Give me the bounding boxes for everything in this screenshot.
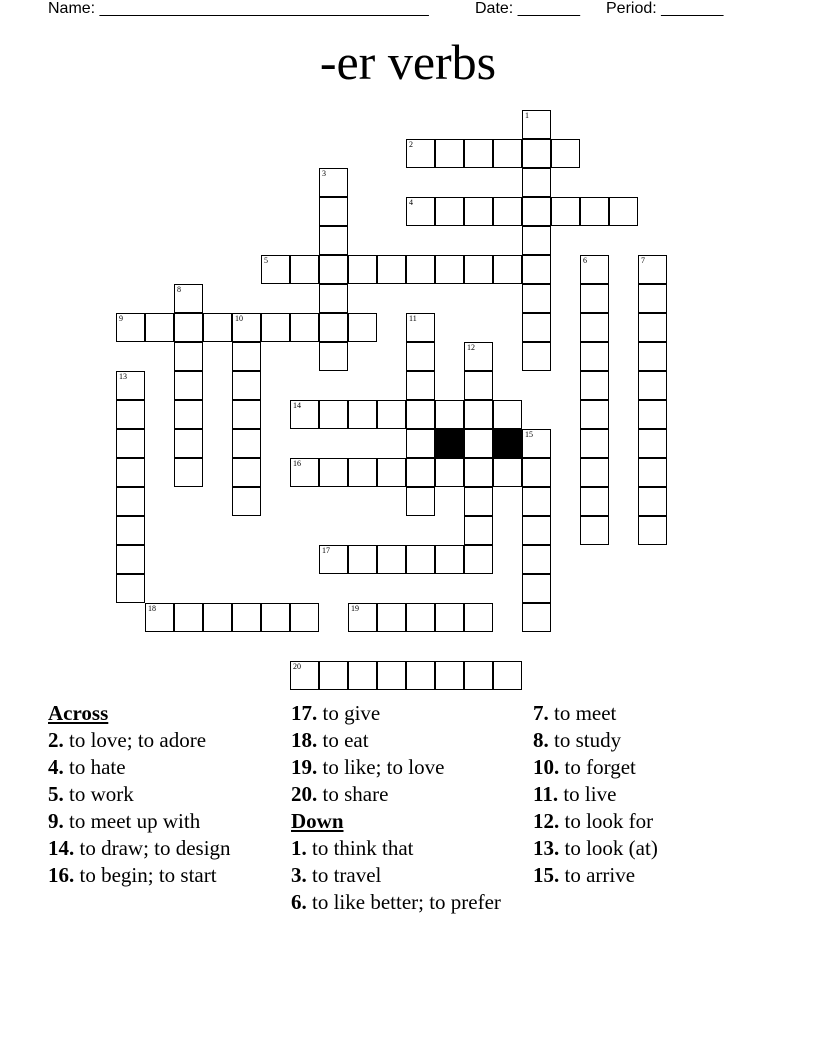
crossword-cell[interactable] (174, 371, 203, 400)
clue-number-label: 4. (48, 755, 64, 779)
crossword-cell[interactable] (522, 516, 551, 545)
clue-text: to work (63, 782, 134, 806)
crossword-cell[interactable] (435, 545, 464, 574)
crossword-cell[interactable] (348, 255, 377, 284)
crossword-cell[interactable] (435, 197, 464, 226)
clue (291, 756, 516, 779)
crossword-cell[interactable] (377, 400, 406, 429)
name-field-label: Name: _____________________________________ (48, 0, 429, 17)
clue-number: 12 (467, 343, 475, 352)
clue-text: to meet (548, 701, 617, 725)
crossword-cell[interactable] (174, 603, 203, 632)
crossword-cell[interactable] (580, 197, 609, 226)
crossword-cell[interactable] (174, 458, 203, 487)
crossword-cell[interactable] (116, 400, 145, 429)
crossword-cell[interactable] (377, 603, 406, 632)
clue-text: to study (548, 728, 622, 752)
crossword-cell[interactable] (638, 371, 667, 400)
crossword-cell[interactable] (522, 545, 551, 574)
crossword-cell[interactable] (232, 342, 261, 371)
crossword-cell[interactable] (232, 400, 261, 429)
crossword-cell[interactable] (232, 371, 261, 400)
clue-number-label: 7. (533, 701, 549, 725)
clue-number: 11 (409, 314, 417, 323)
clue-number: 1 (525, 111, 529, 120)
clue (48, 864, 273, 887)
clue-number: 20 (293, 662, 301, 671)
crossword-cell[interactable] (406, 400, 435, 429)
clue-number-label: 3. (291, 863, 307, 887)
clue-number-label: 11. (533, 782, 559, 806)
clue-text: to think that (306, 836, 414, 860)
clue-text: to meet up with (63, 809, 201, 833)
crossword-cell[interactable] (493, 139, 522, 168)
crossword-cell[interactable] (580, 284, 609, 313)
crossword-cell[interactable] (319, 342, 348, 371)
crossword-cell[interactable] (493, 400, 522, 429)
crossword-cell[interactable] (319, 661, 348, 690)
crossword-cell[interactable] (116, 429, 145, 458)
clue (291, 864, 516, 887)
clue (291, 729, 516, 752)
crossword-cell[interactable] (638, 516, 667, 545)
black-square (493, 429, 522, 458)
crossword-cell[interactable] (174, 342, 203, 371)
clue-text: to travel (306, 863, 382, 887)
crossword-cell[interactable] (522, 342, 551, 371)
crossword-cell[interactable] (406, 371, 435, 400)
crossword-cell[interactable] (464, 545, 493, 574)
clue-text: to arrive (559, 863, 636, 887)
crossword-cell[interactable] (406, 487, 435, 516)
crossword-cell[interactable] (377, 661, 406, 690)
clue-number-label: 17. (291, 701, 318, 725)
clue-text: to like; to love (317, 755, 445, 779)
crossword-cell[interactable] (232, 487, 261, 516)
clue-number: 5 (264, 256, 268, 265)
crossword-cell[interactable] (580, 313, 609, 342)
crossword-cell[interactable] (464, 197, 493, 226)
clue (48, 756, 273, 779)
crossword-cell[interactable] (145, 313, 174, 342)
crossword-cell[interactable] (638, 313, 667, 342)
clues-column-2 (291, 702, 516, 918)
clue (533, 864, 773, 887)
crossword-cell[interactable] (319, 400, 348, 429)
crossword-cell[interactable] (203, 603, 232, 632)
period-field-label: Period: _______ (606, 0, 724, 17)
clue-text: to like better; to prefer (306, 890, 501, 914)
crossword-cell[interactable] (319, 313, 348, 342)
crossword-cell[interactable] (319, 197, 348, 226)
clue-number-label: 13. (533, 836, 560, 860)
crossword-cell[interactable] (464, 400, 493, 429)
crossword-cell[interactable] (406, 429, 435, 458)
crossword-cell[interactable] (522, 458, 551, 487)
crossword-cell[interactable] (116, 458, 145, 487)
crossword-cell[interactable] (435, 139, 464, 168)
clue-number-label: 19. (291, 755, 318, 779)
crossword-cell[interactable] (464, 661, 493, 690)
clue (291, 837, 516, 860)
clue (533, 810, 773, 833)
clue-text: to give (317, 701, 381, 725)
crossword-cell[interactable] (522, 255, 551, 284)
crossword-cell[interactable] (116, 487, 145, 516)
crossword-cell[interactable] (493, 255, 522, 284)
clue-text: to draw; to design (74, 836, 231, 860)
crossword-cell[interactable] (464, 458, 493, 487)
crossword-cell[interactable] (580, 342, 609, 371)
crossword-cell[interactable] (406, 255, 435, 284)
clue-number: 2 (409, 140, 413, 149)
clue-number-label: 5. (48, 782, 64, 806)
crossword-cell[interactable] (261, 313, 290, 342)
clue-number-label: 15. (533, 863, 560, 887)
across-heading: Across (48, 701, 109, 725)
clue-number: 15 (525, 430, 533, 439)
clue-text: to look for (559, 809, 654, 833)
crossword-cell[interactable] (232, 429, 261, 458)
crossword-cell[interactable] (232, 458, 261, 487)
clue-text: to share (317, 782, 389, 806)
crossword-cell[interactable] (348, 313, 377, 342)
date-field-label: Date: _______ (475, 0, 580, 17)
crossword-cell[interactable] (174, 313, 203, 342)
crossword-cell[interactable] (319, 255, 348, 284)
clue-number-label: 6. (291, 890, 307, 914)
crossword-cell[interactable] (290, 255, 319, 284)
crossword-cell[interactable] (435, 458, 464, 487)
clue (533, 756, 773, 779)
crossword-cell[interactable] (580, 516, 609, 545)
clue-number: 4 (409, 198, 413, 207)
across-clue-list-continued (291, 702, 516, 806)
crossword-cell[interactable] (203, 313, 232, 342)
crossword-cell[interactable] (638, 458, 667, 487)
clue (48, 729, 273, 752)
clue (533, 702, 773, 725)
crossword-cell[interactable] (116, 574, 145, 603)
crossword-cell[interactable] (464, 255, 493, 284)
crossword-cell[interactable] (522, 226, 551, 255)
clue (48, 810, 273, 833)
crossword-cell[interactable] (464, 139, 493, 168)
clue-text: to love; to adore (63, 728, 207, 752)
crossword-cell[interactable] (638, 487, 667, 516)
crossword-cell[interactable] (348, 661, 377, 690)
crossword-cell[interactable] (580, 458, 609, 487)
clue-number-label: 2. (48, 728, 64, 752)
clue-number: 14 (293, 401, 301, 410)
crossword-cell[interactable] (406, 458, 435, 487)
clue-number-label: 14. (48, 836, 75, 860)
clue (533, 837, 773, 860)
crossword-cell[interactable] (464, 429, 493, 458)
clue-number: 19 (351, 604, 359, 613)
clue-number: 10 (235, 314, 243, 323)
crossword-cell[interactable] (522, 313, 551, 342)
clue-number-label: 8. (533, 728, 549, 752)
crossword-cell[interactable] (232, 603, 261, 632)
crossword-cell[interactable] (580, 429, 609, 458)
crossword-cell[interactable] (493, 458, 522, 487)
clue-number-label: 12. (533, 809, 560, 833)
crossword-cell[interactable] (116, 516, 145, 545)
crossword-cell[interactable] (638, 429, 667, 458)
crossword-cell[interactable] (377, 458, 406, 487)
crossword-cell[interactable] (261, 603, 290, 632)
crossword-cell[interactable] (319, 284, 348, 313)
clue-number-label: 20. (291, 782, 318, 806)
crossword-cell[interactable] (174, 429, 203, 458)
crossword-cell[interactable] (580, 487, 609, 516)
clue-number-label: 16. (48, 863, 75, 887)
crossword-cell[interactable] (580, 371, 609, 400)
crossword-cell[interactable] (522, 284, 551, 313)
crossword-cell[interactable] (406, 661, 435, 690)
crossword-cell[interactable] (638, 284, 667, 313)
clue (291, 783, 516, 806)
crossword-cell[interactable] (406, 603, 435, 632)
crossword-cell[interactable] (319, 226, 348, 255)
clue-text: to live (558, 782, 617, 806)
crossword-cell[interactable] (522, 603, 551, 632)
clue-number: 9 (119, 314, 123, 323)
clue-text: to begin; to start (74, 863, 217, 887)
clues-column-3 (533, 702, 773, 891)
crossword-cell[interactable] (319, 458, 348, 487)
crossword-cell[interactable] (638, 400, 667, 429)
clue (291, 702, 516, 725)
clue-number: 3 (322, 169, 326, 178)
crossword-cell[interactable] (551, 139, 580, 168)
clue-text: to look (at) (559, 836, 658, 860)
clue-number-label: 1. (291, 836, 307, 860)
clue (48, 783, 273, 806)
crossword-cell[interactable] (522, 487, 551, 516)
crossword-cell[interactable] (377, 255, 406, 284)
clue-text: to eat (317, 728, 369, 752)
clue-number: 7 (641, 256, 645, 265)
clues-column-1 (48, 702, 273, 891)
crossword-cell[interactable] (290, 603, 319, 632)
across-clue-list (48, 729, 273, 887)
crossword-cell[interactable] (551, 197, 580, 226)
crossword-cell[interactable] (348, 400, 377, 429)
crossword-cell[interactable] (464, 487, 493, 516)
clue (291, 891, 516, 914)
clue-number: 16 (293, 459, 301, 468)
clue-number-label: 18. (291, 728, 318, 752)
crossword-cell[interactable] (348, 545, 377, 574)
crossword-cell[interactable] (522, 574, 551, 603)
clue-number-label: 9. (48, 809, 64, 833)
crossword-cell[interactable] (609, 197, 638, 226)
crossword-cell[interactable] (377, 545, 406, 574)
clue-number: 18 (148, 604, 156, 613)
crossword-cell[interactable] (435, 255, 464, 284)
clue-text: to hate (63, 755, 126, 779)
crossword-cell[interactable] (493, 661, 522, 690)
down-clue-list-continued (533, 702, 773, 887)
crossword-cell[interactable] (522, 139, 551, 168)
crossword-cell[interactable] (290, 313, 319, 342)
crossword-cell[interactable] (435, 400, 464, 429)
clue-number: 17 (322, 546, 330, 555)
clue-number-label: 10. (533, 755, 560, 779)
crossword-cell[interactable] (580, 400, 609, 429)
crossword-cell[interactable] (493, 197, 522, 226)
crossword-cell[interactable] (464, 516, 493, 545)
clue-number: 6 (583, 256, 587, 265)
crossword-cell[interactable] (174, 400, 203, 429)
crossword-cell[interactable] (435, 603, 464, 632)
crossword-cell[interactable] (116, 545, 145, 574)
crossword-cell[interactable] (522, 168, 551, 197)
clue-number: 13 (119, 372, 127, 381)
clue-number: 8 (177, 285, 181, 294)
crossword-cell[interactable] (638, 342, 667, 371)
crossword-cell[interactable] (348, 458, 377, 487)
crossword-cell[interactable] (406, 342, 435, 371)
down-heading: Down (291, 809, 344, 833)
crossword-cell[interactable] (464, 603, 493, 632)
clue (533, 729, 773, 752)
clue (48, 837, 273, 860)
black-square (435, 429, 464, 458)
clue-text: to forget (559, 755, 636, 779)
crossword-cell[interactable] (406, 545, 435, 574)
page-title: -er verbs (319, 34, 497, 90)
clue (533, 783, 773, 806)
crossword-cell[interactable] (464, 371, 493, 400)
down-clue-list (291, 837, 516, 914)
crossword-cell[interactable] (522, 197, 551, 226)
crossword-cell[interactable] (435, 661, 464, 690)
